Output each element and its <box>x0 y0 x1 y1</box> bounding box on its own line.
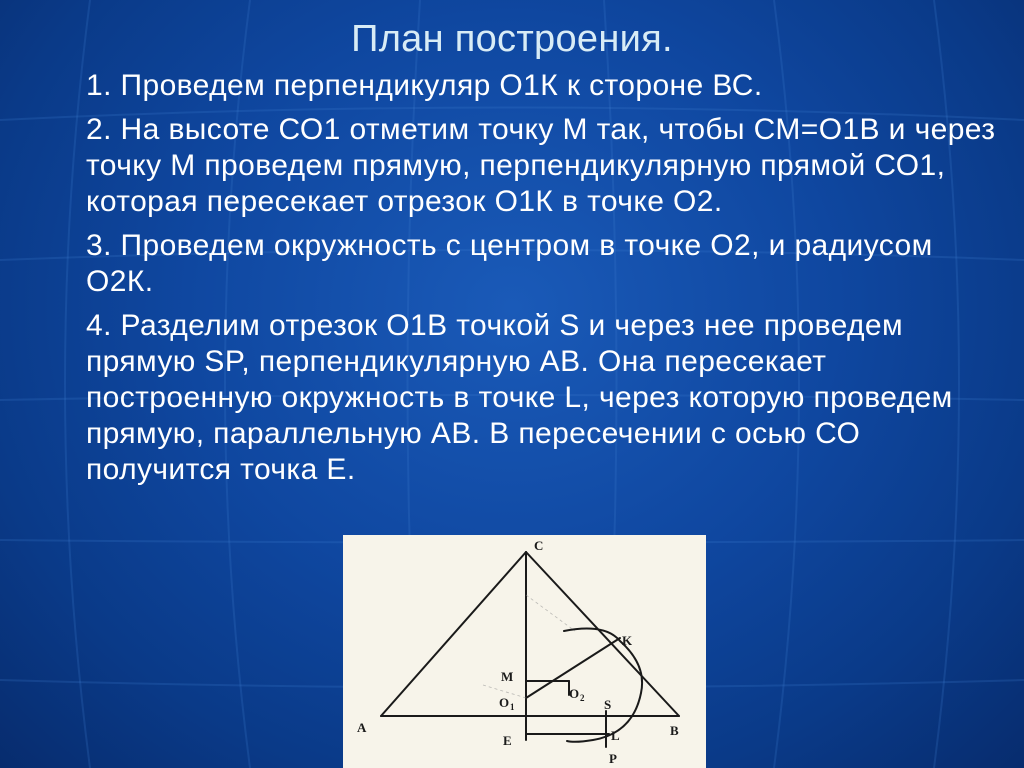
label-k: K <box>622 633 633 648</box>
label-o1-subscript: 1 <box>510 702 515 712</box>
construction-diagram <box>343 535 706 768</box>
step-1: 1. Проведем перпендикуляр О1К к стороне ВС. <box>86 69 763 102</box>
label-a: A <box>357 720 367 735</box>
label-o2: O <box>569 686 580 701</box>
construction-figure <box>343 535 706 768</box>
side-ac <box>381 552 526 716</box>
label-e: E <box>503 733 512 748</box>
label-l: L <box>611 728 620 743</box>
label-s: S <box>604 697 612 712</box>
label-o2-subscript: 2 <box>580 693 585 703</box>
construction-steps <box>86 68 996 496</box>
label-c: C <box>534 538 544 553</box>
slide-title: План построения. <box>351 18 673 60</box>
step-4: 4. Разделим отрезок О1В точкой S и через нее проведем прямую SP, перпендикулярную АВ. Она пересекает построенную окружность в точке L, через которую проведем прямую, параллельную АВ. В пересечении с осью СО получится точка Е. <box>86 309 953 486</box>
label-o1: O <box>499 695 510 710</box>
label-p: P <box>609 751 617 766</box>
label-m: M <box>501 669 514 684</box>
label-b: B <box>670 723 679 738</box>
side-bc <box>526 552 679 716</box>
step-3: 3. Проведем окружность с центром в точке О2, и радиусом О2К. <box>86 229 933 298</box>
step-2: 2. На высоте СО1 отметим точку М так, чтобы СМ=О1В и через точку М проведем прямую, перпендикулярную прямой СО1, которая пересекает отрезок О1К в точке О2. <box>86 113 996 218</box>
